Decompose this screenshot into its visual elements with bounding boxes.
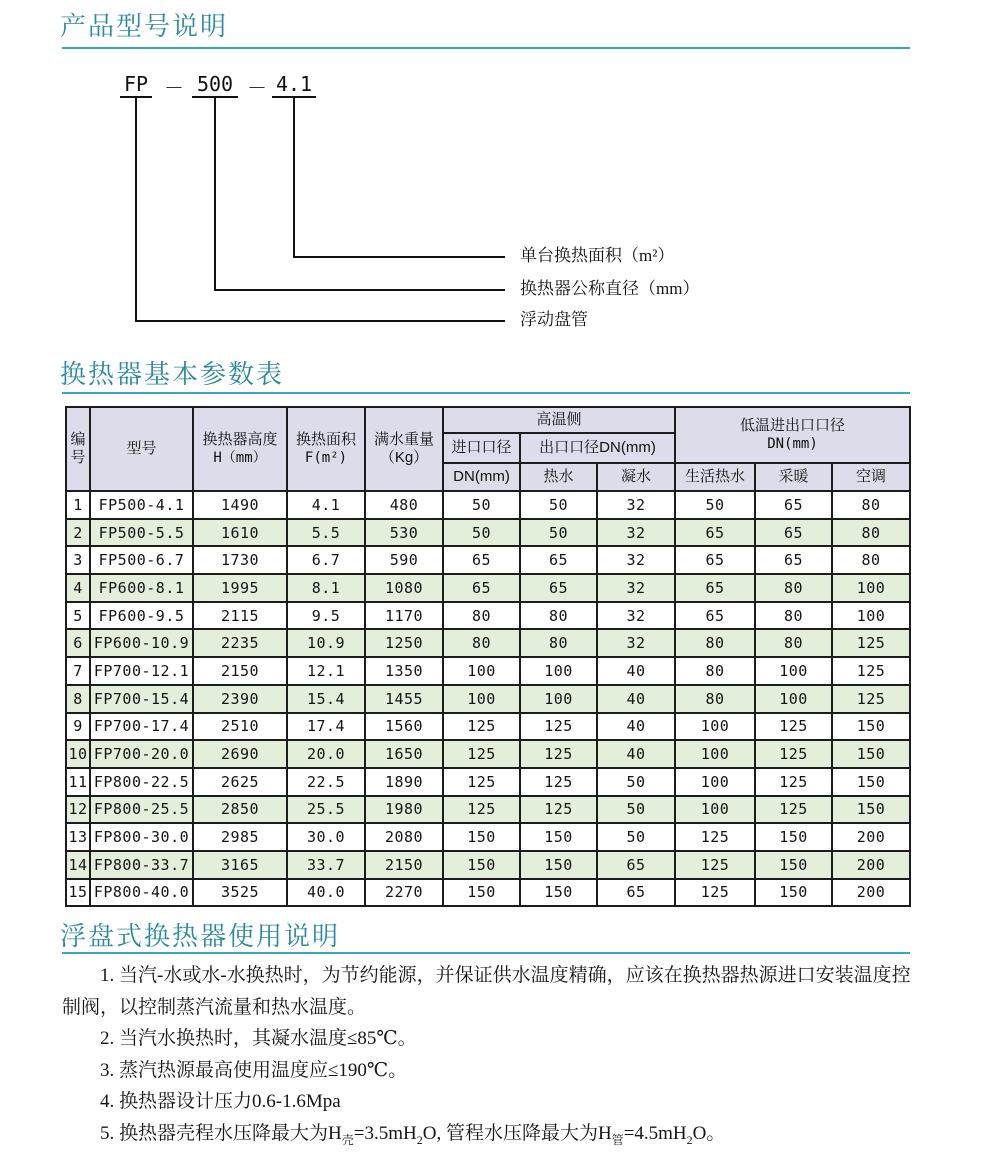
table-cell: 65	[520, 574, 597, 602]
table-cell: 65	[597, 851, 675, 879]
table-cell: FP700-15.4	[90, 685, 193, 713]
table-row	[66, 768, 910, 796]
table-cell: 100	[443, 685, 520, 713]
table-cell: 4	[66, 574, 90, 602]
table-cell: 1560	[365, 713, 443, 741]
table-row	[66, 823, 910, 851]
leader-hline-diameter	[214, 289, 505, 291]
leader-hline-area	[293, 256, 505, 258]
table-cell: 80	[832, 546, 910, 574]
table-cell: FP800-22.5	[90, 768, 193, 796]
table-cell: 14	[66, 851, 90, 879]
table-cell: 65	[597, 879, 675, 907]
table-cell: 125	[443, 713, 520, 741]
table-row	[66, 546, 910, 574]
table-cell: 40	[597, 740, 675, 768]
table-cell: 80	[675, 657, 755, 685]
leader-vline-area	[293, 96, 295, 258]
table-cell: 125	[443, 768, 520, 796]
table-cell: 125	[755, 796, 832, 824]
usage-note: 4. 换热器设计压力0.6-1.6Mpa	[100, 1091, 341, 1112]
table-cell: 1250	[365, 629, 443, 657]
usage-section-title: 浮盘式换热器使用说明	[60, 922, 341, 951]
table-cell: 3165	[193, 851, 287, 879]
table-cell: 32	[597, 491, 675, 519]
model-section-rule	[62, 47, 910, 49]
model-diameter-text: 500	[196, 72, 234, 96]
label-floating-coil: 浮动盘管	[520, 310, 588, 329]
table-cell: 80	[755, 602, 832, 630]
table-cell: 40	[597, 685, 675, 713]
header-condensate: 凝水	[597, 463, 675, 491]
table-cell: 65	[675, 519, 755, 547]
table-row	[66, 519, 910, 547]
table-cell: 125	[675, 823, 755, 851]
table-cell: 100	[675, 768, 755, 796]
header-inlet: 进口口径	[443, 433, 520, 463]
table-cell: 11	[66, 768, 90, 796]
table-cell: FP800-40.0	[90, 879, 193, 907]
table-cell: FP800-30.0	[90, 823, 193, 851]
table-cell: 125	[755, 768, 832, 796]
table-cell: FP800-33.7	[90, 851, 193, 879]
header-no: 编号	[66, 407, 90, 491]
table-cell: 9.5	[287, 602, 365, 630]
table-cell: 1650	[365, 740, 443, 768]
table-cell: 100	[755, 685, 832, 713]
table-cell: 1610	[193, 519, 287, 547]
table-cell: 32	[597, 574, 675, 602]
table-cell: 25.5	[287, 796, 365, 824]
table-cell: 5.5	[287, 519, 365, 547]
table-cell: 40	[597, 657, 675, 685]
table-cell: 15.4	[287, 685, 365, 713]
table-row	[66, 851, 910, 879]
table-cell: 15	[66, 879, 90, 907]
table-row	[66, 574, 910, 602]
table-cell: 2850	[193, 796, 287, 824]
table-cell: 1730	[193, 546, 287, 574]
header-outlet: 出口口径DN(mm)	[520, 433, 675, 463]
header-model: 型号	[90, 407, 193, 491]
table-cell: 150	[443, 879, 520, 907]
table-cell: 150	[520, 823, 597, 851]
table-cell: 125	[832, 657, 910, 685]
table-cell: 80	[755, 629, 832, 657]
table-cell: 1170	[365, 602, 443, 630]
parameters-table	[65, 406, 911, 907]
table-cell: 12.1	[287, 657, 365, 685]
model-area-text: 4.1	[275, 72, 313, 96]
table-cell: 9	[66, 713, 90, 741]
table-cell: 65	[675, 602, 755, 630]
header-area-line1: 换热面积	[295, 431, 356, 448]
table-cell: 10	[66, 740, 90, 768]
table-cell: 1455	[365, 685, 443, 713]
usage-note: 3. 蒸汽热源最高使用温度应≤190℃。	[100, 1059, 408, 1081]
table-cell: 100	[443, 657, 520, 685]
table-cell: FP500-6.7	[90, 546, 193, 574]
table-cell: FP700-17.4	[90, 713, 193, 741]
table-cell: 1980	[365, 796, 443, 824]
table-cell: 50	[520, 519, 597, 547]
table-cell: 7	[66, 657, 90, 685]
table-cell: 80	[520, 629, 597, 657]
table-cell: 40.0	[287, 879, 365, 907]
table-cell: 125	[520, 768, 597, 796]
leader-hline-coil	[135, 320, 505, 322]
table-row	[66, 685, 910, 713]
table-cell: 2	[66, 519, 90, 547]
table-cell: 80	[520, 602, 597, 630]
table-cell: 65	[755, 546, 832, 574]
model-prefix-text: FP	[123, 72, 149, 96]
table-cell: 8	[66, 685, 90, 713]
table-cell: 6.7	[287, 546, 365, 574]
table-cell: 1080	[365, 574, 443, 602]
table-cell: 65	[675, 574, 755, 602]
table-cell: 1890	[365, 768, 443, 796]
table-row	[66, 657, 910, 685]
table-cell: 2150	[193, 657, 287, 685]
table-cell: 125	[520, 740, 597, 768]
table-cell: 125	[520, 713, 597, 741]
table-cell: 125	[675, 879, 755, 907]
table-cell: 100	[675, 740, 755, 768]
table-cell: 150	[443, 851, 520, 879]
header-cold-side-line1: 低温进出口口径	[739, 417, 845, 434]
table-cell: 4.1	[287, 491, 365, 519]
table-cell: FP700-20.0	[90, 740, 193, 768]
usage-notes	[62, 960, 914, 1149]
header-domestic-hot-water: 生活热水	[675, 463, 755, 491]
table-cell: 50	[597, 823, 675, 851]
table-cell: 50	[597, 768, 675, 796]
table-body	[66, 491, 910, 906]
table-cell: 50	[443, 519, 520, 547]
table-row	[66, 713, 910, 741]
table-cell: 150	[832, 768, 910, 796]
header-weight-line2: （Kg）	[379, 449, 429, 466]
header-cold-side	[675, 407, 910, 463]
table-cell: 10.9	[287, 629, 365, 657]
table-cell: 100	[675, 713, 755, 741]
table-cell: 125	[443, 740, 520, 768]
label-heat-area: 单台换热面积（m²）	[520, 246, 675, 265]
header-height-line2: H（mm）	[213, 450, 267, 466]
table-cell: 2690	[193, 740, 287, 768]
header-hot-water: 热水	[520, 463, 597, 491]
table-cell: 80	[675, 685, 755, 713]
table-cell: 65	[755, 519, 832, 547]
leader-vline-diameter	[214, 96, 216, 291]
table-section-title: 换热器基本参数表	[60, 360, 285, 389]
header-weight	[365, 407, 443, 491]
table-cell: 150	[832, 713, 910, 741]
table-cell: 30.0	[287, 823, 365, 851]
table-cell: 125	[832, 685, 910, 713]
table-cell: 13	[66, 823, 90, 851]
model-separator-2: －	[247, 76, 267, 100]
table-cell: 150	[443, 823, 520, 851]
table-row	[66, 796, 910, 824]
usage-note: 1. 当汽-水或水-水换热时，为节约能源，并保证供水温度精确，应该在换热器热源进口安装温度控制阀，以控制蒸汽流量和热水温度。	[62, 965, 911, 1018]
table-cell: 80	[443, 602, 520, 630]
table-cell: 150	[832, 740, 910, 768]
table-cell: 33.7	[287, 851, 365, 879]
table-cell: 480	[365, 491, 443, 519]
table-cell: 65	[443, 546, 520, 574]
header-air-conditioning: 空调	[832, 463, 910, 491]
table-cell: 40	[597, 713, 675, 741]
table-cell: 32	[597, 602, 675, 630]
table-cell: 125	[755, 740, 832, 768]
table-cell: 200	[832, 823, 910, 851]
usage-section-rule	[62, 952, 910, 954]
table-cell: 150	[520, 851, 597, 879]
header-height-line1: 换热器高度	[202, 431, 278, 448]
table-cell: FP600-8.1	[90, 574, 193, 602]
model-separator-1: －	[164, 76, 184, 100]
table-cell: 65	[755, 491, 832, 519]
table-cell: 32	[597, 546, 675, 574]
table-cell: 80	[832, 491, 910, 519]
table-cell: 50	[597, 796, 675, 824]
table-row	[66, 491, 910, 519]
table-cell: 530	[365, 519, 443, 547]
header-weight-line1: 满水重量	[373, 431, 434, 448]
table-cell: 2270	[365, 879, 443, 907]
table-cell: 150	[755, 879, 832, 907]
header-hot-side: 高温侧	[443, 407, 675, 433]
table-cell: FP800-25.5	[90, 796, 193, 824]
usage-note: 2. 当汽水换热时，其凝水温度≤85℃。	[100, 1028, 417, 1049]
header-inlet-dn: DN(mm)	[443, 463, 520, 491]
table-cell: 2150	[365, 851, 443, 879]
label-nominal-diameter: 换热器公称直径（mm）	[520, 279, 700, 298]
table-cell: 150	[755, 823, 832, 851]
table-cell: 2115	[193, 602, 287, 630]
table-cell: 200	[832, 879, 910, 907]
table-cell: 125	[755, 713, 832, 741]
header-heating: 采暖	[755, 463, 832, 491]
table-cell: 2510	[193, 713, 287, 741]
table-cell: FP500-5.5	[90, 519, 193, 547]
table-row	[66, 629, 910, 657]
table-cell: 2985	[193, 823, 287, 851]
table-cell: 100	[520, 657, 597, 685]
table-cell: 2235	[193, 629, 287, 657]
table-cell: 100	[832, 602, 910, 630]
table-cell: 80	[832, 519, 910, 547]
table-cell: 65	[443, 574, 520, 602]
table-cell: 50	[520, 491, 597, 519]
table-cell: 8.1	[287, 574, 365, 602]
leader-vline-prefix	[135, 96, 137, 322]
header-area	[287, 407, 365, 491]
table-cell: 3	[66, 546, 90, 574]
table-cell: FP700-12.1	[90, 657, 193, 685]
table-cell: 17.4	[287, 713, 365, 741]
table-cell: 200	[832, 851, 910, 879]
table-section-rule	[62, 392, 910, 394]
table-cell: FP600-9.5	[90, 602, 193, 630]
table-cell: 1	[66, 491, 90, 519]
table-cell: 1490	[193, 491, 287, 519]
table-cell: 65	[675, 546, 755, 574]
table-cell: 590	[365, 546, 443, 574]
table-cell: 80	[675, 629, 755, 657]
table-cell: 5	[66, 602, 90, 630]
table-cell: 100	[755, 657, 832, 685]
table-cell: 80	[443, 629, 520, 657]
table-cell: 150	[755, 851, 832, 879]
table-cell: 125	[520, 796, 597, 824]
table-cell: 100	[520, 685, 597, 713]
table-cell: 150	[520, 879, 597, 907]
header-cold-side-line2: DN(mm)	[767, 436, 818, 452]
header-height	[193, 407, 287, 491]
table-row	[66, 879, 910, 907]
table-cell: 6	[66, 629, 90, 657]
table-cell: 125	[832, 629, 910, 657]
table-cell: 3525	[193, 879, 287, 907]
table-cell: 2080	[365, 823, 443, 851]
model-section-title: 产品型号说明	[60, 12, 229, 41]
table-cell: 125	[443, 796, 520, 824]
table-cell: 125	[675, 851, 755, 879]
table-cell: 32	[597, 629, 675, 657]
table-cell: FP600-10.9	[90, 629, 193, 657]
table-cell: 2390	[193, 685, 287, 713]
table-cell: 50	[675, 491, 755, 519]
usage-note: 5. 换热器壳程水压降最大为$H_壳=3.5mH_2O$, 管程水压降最大为$H_管=4.5mH_2O$。	[100, 1122, 726, 1147]
table-cell: 1995	[193, 574, 287, 602]
table-cell: 1350	[365, 657, 443, 685]
table-cell: 65	[520, 546, 597, 574]
table-cell: FP500-4.1	[90, 491, 193, 519]
table-cell: 50	[443, 491, 520, 519]
table-cell: 20.0	[287, 740, 365, 768]
table-cell: 100	[675, 796, 755, 824]
table-row	[66, 602, 910, 630]
table-cell: 150	[832, 796, 910, 824]
header-area-line2: F(m²)	[304, 450, 348, 466]
table-cell: 2625	[193, 768, 287, 796]
table-cell: 32	[597, 519, 675, 547]
table-cell: 12	[66, 796, 90, 824]
table-cell: 22.5	[287, 768, 365, 796]
table-cell: 80	[755, 574, 832, 602]
table-row	[66, 740, 910, 768]
table-cell: 100	[832, 574, 910, 602]
